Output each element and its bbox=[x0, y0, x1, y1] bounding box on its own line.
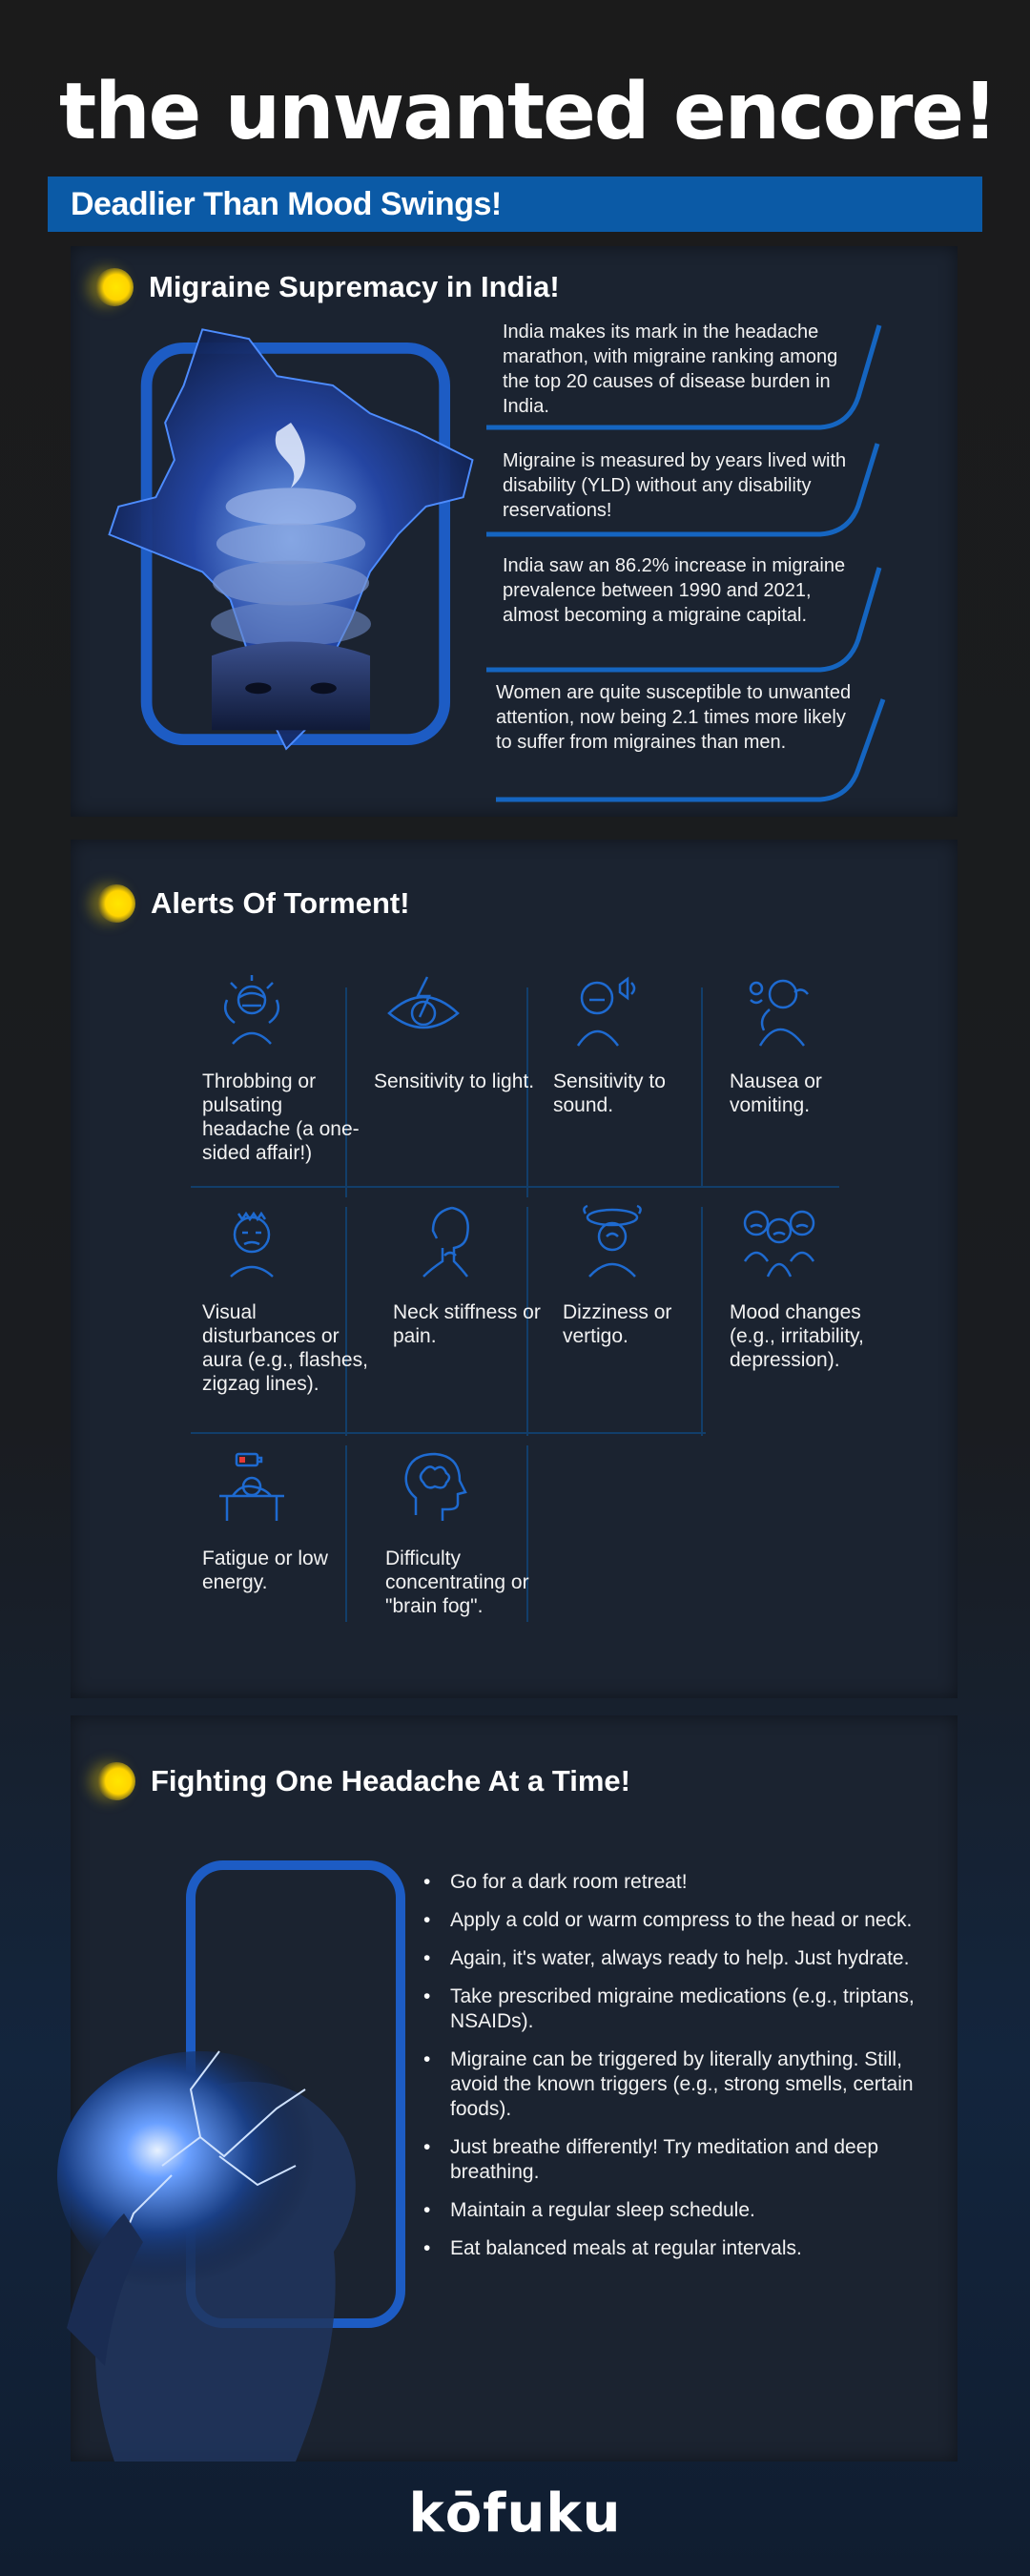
brand-logo: kōfuku bbox=[408, 2483, 622, 2545]
brain-fog-icon bbox=[397, 1448, 473, 1525]
symptom-label: Throbbing or pulsating headache (a one-sided affair!) bbox=[202, 1070, 360, 1164]
section-title-text: Migraine Supremacy in India! bbox=[149, 270, 560, 303]
symptom-card bbox=[202, 1448, 374, 1594]
symptom-card bbox=[730, 971, 901, 1117]
fact-underline-icon bbox=[477, 695, 887, 807]
symptom-card bbox=[730, 1202, 901, 1372]
symptom-card bbox=[202, 971, 374, 1165]
nausea-icon bbox=[741, 971, 817, 1048]
section-title-text: Fighting One Headache At a Time! bbox=[151, 1764, 630, 1797]
section-title-text: Alerts Of Torment! bbox=[151, 886, 410, 920]
visual-aura-icon bbox=[214, 1202, 290, 1278]
subtitle-banner bbox=[48, 177, 982, 232]
remedy-list bbox=[420, 1870, 935, 2275]
list-item: • Just breathe differently! Try meditation and deep breathing. bbox=[420, 2135, 935, 2185]
grid-divider bbox=[191, 1186, 839, 1188]
symptom-label: Visual disturbances or aura (e.g., flashes, zigzag lines). bbox=[202, 1301, 368, 1395]
section-title-remedies bbox=[97, 1762, 630, 1800]
fact-underline-icon bbox=[477, 321, 887, 435]
grid-divider bbox=[191, 1432, 706, 1434]
mood-faces-icon bbox=[741, 1202, 817, 1278]
symptom-card bbox=[393, 1202, 565, 1348]
subtitle-text: Deadlier Than Mood Swings! bbox=[71, 185, 502, 222]
symptom-card bbox=[202, 1202, 374, 1396]
fact-item: India saw an 86.2% increase in migraine prevalence between 1990 and 2021, almost becoming a migraine capital. bbox=[503, 555, 846, 626]
neck-pain-icon bbox=[404, 1202, 481, 1278]
symptom-card bbox=[553, 971, 725, 1117]
dizziness-icon bbox=[574, 1202, 650, 1278]
fact-item: Women are quite susceptible to unwanted attention, now being 2.1 times more likely to suffer from migraines than men. bbox=[496, 682, 852, 753]
symptom-label: Sensitivity to sound. bbox=[553, 1070, 666, 1116]
sun-bullet-icon bbox=[95, 268, 134, 306]
symptom-label: Neck stiffness or pain. bbox=[393, 1301, 541, 1347]
list-item: • Take prescribed migraine medications (e.g., triptans, NSAIDs). bbox=[420, 1984, 935, 2034]
eye-light-icon bbox=[385, 971, 462, 1048]
fact-item: India makes its mark in the headache marathon, with migraine ranking among the top 20 causes of disease burden in India. bbox=[503, 322, 838, 417]
list-item: • Migraine can be triggered by literally anything. Still, avoid the known triggers (e.g., strong smells, certain foods). bbox=[420, 2047, 935, 2122]
symptom-label: Sensitivity to light. bbox=[374, 1070, 535, 1092]
list-item: • Maintain a regular sleep schedule. bbox=[420, 2198, 935, 2223]
fact-underline-icon bbox=[477, 563, 887, 677]
india-map-illustration-icon bbox=[91, 315, 491, 773]
fact-underline-icon bbox=[477, 439, 887, 544]
fatigue-icon bbox=[214, 1448, 290, 1525]
symptom-label: Fatigue or low energy. bbox=[202, 1548, 328, 1593]
list-item: • Eat balanced meals at regular intervals. bbox=[420, 2236, 935, 2261]
fact-item: Migraine is measured by years lived with disability (YLD) without any disability reservations! bbox=[503, 450, 847, 521]
symptom-label: Difficulty concentrating or "brain fog". bbox=[385, 1548, 529, 1617]
list-item: • Go for a dark room retreat! bbox=[420, 1870, 935, 1895]
symptom-label: Mood changes (e.g., irritability, depression). bbox=[730, 1301, 864, 1371]
section-title-symptoms bbox=[97, 884, 410, 923]
symptom-card bbox=[563, 1202, 734, 1348]
symptom-label: Dizziness or vertigo. bbox=[563, 1301, 672, 1347]
sun-bullet-icon bbox=[97, 1762, 135, 1800]
symptom-card bbox=[385, 1448, 557, 1618]
list-item: • Again, it's water, always ready to help. Just hydrate. bbox=[420, 1946, 935, 1971]
throbbing-head-icon bbox=[214, 971, 290, 1048]
symptom-label: Nausea or vomiting. bbox=[730, 1070, 822, 1116]
symptom-card bbox=[374, 971, 546, 1093]
section-title-india bbox=[95, 268, 560, 306]
sun-bullet-icon bbox=[97, 884, 135, 923]
sound-head-icon bbox=[565, 971, 641, 1048]
list-item: • Apply a cold or warm compress to the head or neck. bbox=[420, 1908, 935, 1933]
head-lightning-illustration-icon bbox=[57, 1851, 420, 2462]
page-title: the unwanted encore! bbox=[59, 67, 997, 157]
